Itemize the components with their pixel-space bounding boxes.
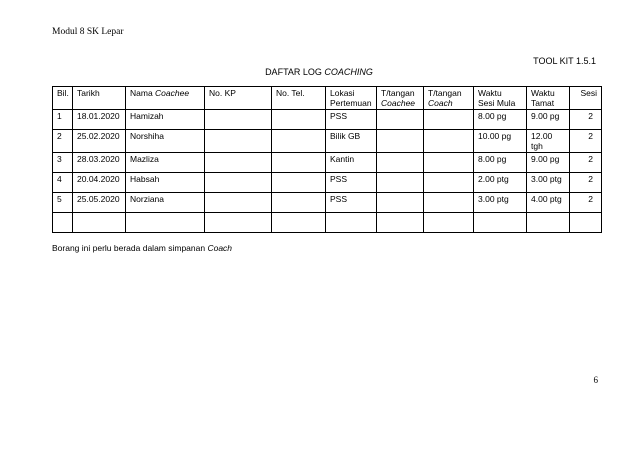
cell-ttc (377, 110, 424, 130)
cell-sesi: 2 (570, 173, 602, 193)
table-row (53, 110, 602, 130)
cell-lokasi (326, 213, 377, 233)
cell-mula (474, 213, 527, 233)
toolkit-label: TOOL KIT 1.5.1 (533, 56, 596, 66)
cell-notel (272, 153, 326, 173)
cell-ttco (424, 213, 474, 233)
cell-ttco (424, 130, 474, 153)
table-row (53, 153, 602, 173)
col-header-tt-coach-line1: T/tangan (428, 88, 462, 98)
cell-nokp (205, 173, 272, 193)
cell-lokasi: PSS (326, 173, 377, 193)
cell-bil: 1 (53, 110, 73, 130)
cell-mula: 3.00 ptg (474, 193, 527, 213)
col-header-waktu-tamat-line1: Waktu (531, 88, 555, 98)
cell-ttco (424, 153, 474, 173)
footer-note-text: Borang ini perlu berada dalam simpanan (52, 243, 208, 253)
cell-ttc (377, 193, 424, 213)
cell-tamat: 3.00 ptg (527, 173, 570, 193)
cell-tamat: 12.00 tgh (527, 130, 570, 153)
cell-tamat: 4.00 ptg (527, 193, 570, 213)
col-header-lokasi (326, 87, 377, 110)
table-header-row (53, 87, 602, 110)
cell-sesi: 2 (570, 110, 602, 130)
col-header-nama-prefix: Nama (130, 88, 156, 98)
cell-nokp (205, 193, 272, 213)
cell-tarikh: 18.01.2020 (73, 110, 126, 130)
col-header-tt-coachee (377, 87, 424, 110)
cell-lokasi: Bilik GB (326, 130, 377, 153)
cell-mula: 8.00 pg (474, 153, 527, 173)
col-header-tarikh: Tarikh (73, 87, 126, 110)
footer-note (52, 243, 232, 253)
table-row (53, 193, 602, 213)
cell-ttc (377, 130, 424, 153)
cell-tamat: 9.00 pg (527, 153, 570, 173)
cell-mula: 2.00 ptg (474, 173, 527, 193)
page-title (0, 67, 638, 77)
col-header-bil: Bil. (53, 87, 73, 110)
col-header-waktu-mula (474, 87, 527, 110)
cell-nama: Norziana (126, 193, 205, 213)
col-header-lokasi-line1: Lokasi (330, 88, 355, 98)
cell-notel (272, 130, 326, 153)
cell-nama: Hamizah (126, 110, 205, 130)
col-header-lokasi-line2: Pertemuan (330, 98, 372, 108)
cell-mula: 8.00 pg (474, 110, 527, 130)
module-header: Modul 8 SK Lepar (52, 27, 124, 37)
cell-tamat (527, 213, 570, 233)
cell-notel (272, 110, 326, 130)
cell-ttc (377, 173, 424, 193)
cell-ttco (424, 173, 474, 193)
cell-bil: 3 (53, 153, 73, 173)
cell-bil: 5 (53, 193, 73, 213)
col-header-tt-coach (424, 87, 474, 110)
col-header-tt-coachee-line2: Coachee (381, 98, 416, 108)
cell-sesi: 2 (570, 193, 602, 213)
cell-nama: Habsah (126, 173, 205, 193)
cell-lokasi: PSS (326, 110, 377, 130)
cell-notel (272, 213, 326, 233)
table-body (53, 110, 602, 233)
cell-tarikh: 25.02.2020 (73, 130, 126, 153)
cell-nama: Norshiha (126, 130, 205, 153)
cell-notel (272, 173, 326, 193)
cell-sesi: 2 (570, 153, 602, 173)
col-header-notel: No. Tel. (272, 87, 326, 110)
cell-lokasi: PSS (326, 193, 377, 213)
cell-nokp (205, 213, 272, 233)
title-main: DAFTAR LOG (265, 67, 325, 77)
cell-ttc (377, 213, 424, 233)
col-header-sesi: Sesi (570, 87, 602, 110)
col-header-nama (126, 87, 205, 110)
cell-nama (126, 213, 205, 233)
cell-sesi (570, 213, 602, 233)
col-header-waktu-tamat (527, 87, 570, 110)
cell-tamat: 9.00 pg (527, 110, 570, 130)
col-header-tt-coachee-line1: T/tangan (381, 88, 415, 98)
cell-tarikh: 28.03.2020 (73, 153, 126, 173)
title-italic: COACHING (324, 67, 373, 77)
cell-tarikh: 25.05.2020 (73, 193, 126, 213)
table-row (53, 130, 602, 153)
col-header-waktu-mula-line1: Waktu (478, 88, 502, 98)
cell-bil: 4 (53, 173, 73, 193)
cell-nokp (205, 130, 272, 153)
col-header-waktu-mula-line2: Sesi Mula (478, 98, 516, 108)
col-header-nama-italic: Coachee (155, 88, 190, 98)
cell-ttc (377, 153, 424, 173)
col-header-tt-coach-line2: Coach (428, 98, 453, 108)
footer-note-italic: Coach (207, 243, 233, 253)
cell-ttco (424, 110, 474, 130)
col-header-waktu-tamat-line2: Tamat (531, 98, 555, 108)
col-header-nokp: No. KP (205, 87, 272, 110)
cell-lokasi: Kantin (326, 153, 377, 173)
cell-tarikh: 20.04.2020 (73, 173, 126, 193)
page-number: 6 (593, 375, 598, 385)
table-row (53, 173, 602, 193)
coaching-log-table (52, 86, 602, 233)
cell-bil (53, 213, 73, 233)
cell-nama: Mazliza (126, 153, 205, 173)
table-row (53, 213, 602, 233)
cell-tarikh (73, 213, 126, 233)
cell-nokp (205, 153, 272, 173)
cell-notel (272, 193, 326, 213)
cell-sesi: 2 (570, 130, 602, 153)
cell-bil: 2 (53, 130, 73, 153)
cell-nokp (205, 110, 272, 130)
cell-ttco (424, 193, 474, 213)
cell-mula: 10.00 pg (474, 130, 527, 153)
